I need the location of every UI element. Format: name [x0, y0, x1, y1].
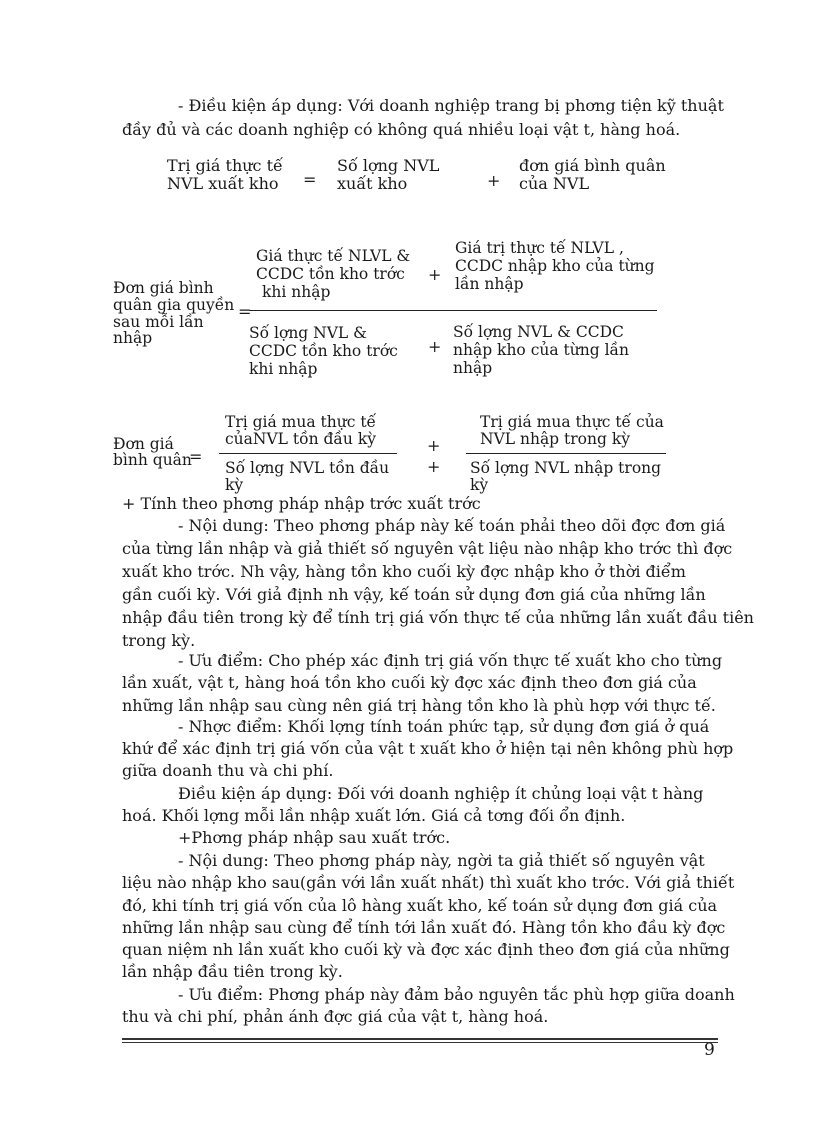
- f2-den-right-1: Số lợng NVL & CCDC: [453, 323, 624, 341]
- text-line: - Nội dung: Theo phơng pháp này, ngời ta giả thiết số nguyên vật: [178, 851, 705, 870]
- text-line: lần nhập đầu tiên trong kỳ.: [122, 962, 343, 981]
- page-number: 9: [704, 1040, 715, 1060]
- f1-term-c-1: đơn giá bình quân: [519, 156, 666, 175]
- f2-num-right-1: Giá trị thực tế NLVL ,: [455, 239, 624, 257]
- f1-lhs-2: NVL xuất kho: [167, 174, 279, 193]
- f2-den-left-2: CCDC tồn kho trớc: [249, 342, 398, 360]
- f2-num-left-1: Giá thực tế NLVL &: [256, 247, 411, 265]
- f1-term-b-1: Số lợng NVL: [337, 156, 440, 175]
- text-line: lần xuất, vật t, hàng hoá tồn kho cuối kỳ đợc xác định theo đơn giá của: [122, 673, 697, 692]
- text-line: liệu nào nhập kho sau(gần với lần xuất nhất) thì xuất kho trớc. Với giả thiết: [122, 873, 735, 892]
- text-line: - Nhợc điểm: Khối lợng tính toán phức tạp, sử dụng đơn giá ở quá: [178, 717, 710, 736]
- text-line: + Tính theo phơng pháp nhập trớc xuất trớc: [122, 494, 481, 513]
- f1-term-b-2: xuất kho: [337, 174, 408, 193]
- f2-equals: =: [238, 302, 252, 321]
- f1-lhs-1: Trị giá thực tế: [167, 156, 283, 175]
- f3-num-left-2: củaNVL tồn đầu kỳ: [225, 430, 376, 448]
- f3-fraction-bar-right: [466, 453, 666, 454]
- f3-fraction-bar-left: [219, 453, 397, 454]
- f3-den-left-2: kỳ: [225, 476, 244, 494]
- f3-lhs-1: Đơn giá: [113, 435, 174, 453]
- f2-num-right-3: lần nhập: [455, 275, 524, 293]
- f3-den-right-2: kỳ: [470, 476, 489, 494]
- f1-term-c-2: của NVL: [519, 174, 590, 193]
- text-line: khứ để xác định trị giá vốn của vật t xuất kho ở hiện tại nên không phù hợp: [122, 739, 734, 758]
- f2-den-left-1: Số lợng NVL &: [249, 324, 367, 342]
- f1-plus: +: [487, 171, 501, 190]
- f3-lhs-2: bình quân: [113, 451, 192, 469]
- text-line: của từng lần nhập và giả thiết số nguyên vật liệu nào nhập kho trớc thì đợc: [122, 539, 733, 558]
- footer-rule-bottom: [122, 1042, 718, 1043]
- text-line: gần cuối kỳ. Với giả định nh vậy, kế toán sử dụng đơn giá của những lần: [122, 585, 706, 604]
- text-line: nhập đầu tiên trong kỳ để tính trị giá vốn thực tế của những lần xuất đầu tiên: [122, 608, 754, 627]
- f2-lhs-2: quân gia quyền: [113, 296, 235, 314]
- text-line: - Nội dung: Theo phơng pháp này kế toán phải theo dõi đợc đơn giá: [178, 516, 726, 535]
- f2-lhs-3: sau mỗi lần: [113, 313, 204, 331]
- f3-num-right-1: Trị giá mua thực tế của: [480, 413, 664, 431]
- text-line: quan niệm nh lần xuất kho cuối kỳ và đợc xác định theo đơn giá của những: [122, 940, 730, 959]
- text-line: giữa doanh thu và chi phí.: [122, 761, 334, 780]
- f2-lhs-1: Đơn giá bình: [113, 279, 214, 297]
- text-line: hoá. Khối lợng mỗi lần nhập xuất lớn. Giá cả tơng đối ổn định.: [122, 806, 626, 825]
- f3-num-right-2: NVL nhập trong kỳ: [480, 430, 630, 448]
- intro-line-2: đầy đủ và các doanh nghiệp có không quá nhiều loại vật t, hàng hoá.: [122, 120, 681, 139]
- f2-fraction-bar: [249, 310, 657, 311]
- f2-den-right-3: nhập: [453, 359, 493, 377]
- text-line: - Ưu điểm: Cho phép xác định trị giá vốn thực tế xuất kho cho từng: [178, 651, 723, 670]
- f3-num-left-1: Trị giá mua thực tế: [225, 413, 377, 431]
- text-line: đó, khi tính trị giá vốn của lô hàng xuất kho, kế toán sử dụng đơn giá của: [122, 896, 718, 915]
- text-line: trong kỳ.: [122, 631, 196, 650]
- f3-den-plus: +: [427, 457, 441, 476]
- text-line: thu và chi phí, phản ánh đợc giá của vật t, hàng hoá.: [122, 1007, 549, 1026]
- f3-den-left-1: Số lợng NVL tồn đầu: [225, 459, 390, 477]
- f2-lhs-4: nhập: [113, 329, 153, 347]
- f2-num-left-2: CCDC tồn kho trớc: [256, 265, 405, 283]
- text-line: +Phơng pháp nhập sau xuất trớc.: [178, 828, 451, 847]
- text-line: những lần nhập sau cùng để tính tới lần xuất đó. Hàng tồn kho đầu kỳ đợc: [122, 918, 726, 937]
- text-line: xuất kho trớc. Nh vậy, hàng tồn kho cuối kỳ đợc nhập kho ở thời điểm: [122, 562, 686, 581]
- f2-den-right-2: nhập kho của từng lần: [453, 341, 630, 359]
- f2-den-left-3: khi nhập: [249, 360, 318, 378]
- f2-den-plus: +: [428, 337, 442, 356]
- footer-rule-top: [122, 1038, 718, 1040]
- text-line: - Ưu điểm: Phơng pháp này đảm bảo nguyên tắc phù hợp giữa doanh: [178, 985, 735, 1004]
- f2-num-left-3: khi nhập: [262, 283, 331, 301]
- f3-den-right-1: Số lợng NVL nhập trong: [470, 459, 662, 477]
- intro-line-1: - Điều kiện áp dụng: Với doanh nghiệp trang bị phơng tiện kỹ thuật: [178, 96, 724, 115]
- text-line: những lần nhập sau cùng nên giá trị hàng tồn kho là phù hợp với thực tế.: [122, 696, 716, 715]
- f1-equals: =: [303, 170, 317, 189]
- f2-num-right-2: CCDC nhập kho của từng: [455, 257, 655, 275]
- text-line: Điều kiện áp dụng: Đối với doanh nghiệp ít chủng loại vật t hàng: [178, 784, 704, 803]
- f2-num-plus: +: [428, 265, 442, 284]
- f3-num-plus: +: [427, 436, 441, 455]
- f3-equals: =: [189, 447, 203, 466]
